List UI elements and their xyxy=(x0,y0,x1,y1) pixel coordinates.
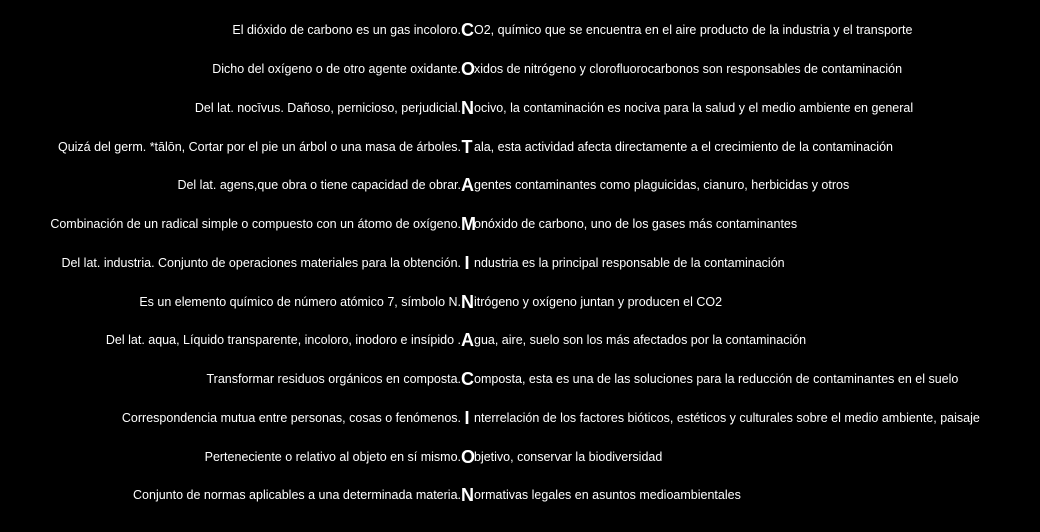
row-clue: Perteneciente o relativo al objeto en sí mismo. xyxy=(204,450,461,464)
row-clue: Dicho del oxígeno o de otro agente oxidante. xyxy=(212,62,461,76)
row-word-rest: gentes contaminantes como plaguicidas, cianuro, herbicidas y otros xyxy=(474,178,850,192)
acrostic-row xyxy=(0,483,1040,507)
acrostic-row xyxy=(0,251,1040,275)
row-key-letter: M xyxy=(461,214,476,234)
row-clue: El dióxido de carbono es un gas incoloro. xyxy=(232,23,461,37)
row-clue: Correspondencia mutua entre personas, cosas o fenómenos. xyxy=(121,411,461,425)
row-word-rest: bjetivo, conservar la biodiversidad xyxy=(474,450,663,464)
row-key-letter: N xyxy=(461,292,474,312)
row-key-letter: O xyxy=(461,59,476,79)
acrostic-row xyxy=(0,96,1040,120)
row-clue: Del lat. industria. Conjunto de operaciones materiales para la obtención. xyxy=(61,256,461,270)
row-key-letter: C xyxy=(461,369,474,389)
row-key-letter: T xyxy=(461,137,473,157)
acrostic-row xyxy=(0,212,1040,236)
row-clue: Combinación de un radical simple o compuesto con un átomo de oxígeno. xyxy=(50,217,461,231)
row-key-letter: I xyxy=(464,408,470,428)
row-word-rest: itrógeno y oxígeno juntan y producen el CO2 xyxy=(474,295,723,309)
acrostic-row xyxy=(0,57,1040,81)
row-clue: Del lat. nocīvus. Dañoso, pernicioso, perjudicial. xyxy=(194,101,461,115)
row-word-rest: onóxido de carbono, uno de los gases más contaminantes xyxy=(474,217,798,231)
row-key-letter: A xyxy=(461,330,474,350)
acrostic-row xyxy=(0,18,1040,42)
row-key-letter: A xyxy=(461,175,474,195)
acrostic-row xyxy=(0,445,1040,469)
row-clue: Del lat. agens,que obra o tiene capacidad de obrar. xyxy=(177,178,461,192)
row-word-rest: ala, esta actividad afecta directamente a el crecimiento de la contaminación xyxy=(474,140,893,154)
row-word-rest: ormativas legales en asuntos medioambientales xyxy=(474,488,741,502)
row-clue: Del lat. aqua, Líquido transparente, incoloro, inodoro e insípido . xyxy=(105,333,461,347)
row-key-letter: C xyxy=(461,20,474,40)
row-clue: Quizá del germ. *tālōn, Cortar por el pie un árbol o una masa de árboles. xyxy=(57,140,461,154)
row-word-rest: ocivo, la contaminación es nociva para la salud y el medio ambiente en general xyxy=(474,101,914,115)
acrostic-row xyxy=(0,406,1040,430)
acrostic-row xyxy=(0,173,1040,197)
row-clue: Transformar residuos orgánicos en composta. xyxy=(206,372,461,386)
row-key-letter: O xyxy=(461,447,476,467)
acrostic-row xyxy=(0,328,1040,352)
acrostic-row xyxy=(0,367,1040,391)
row-key-letter: N xyxy=(461,485,474,505)
row-word-rest: xidos de nitrógeno y clorofluorocarbonos son responsables de contaminación xyxy=(474,62,903,76)
row-key-letter: N xyxy=(461,98,474,118)
row-clue: Es un elemento químico de número atómico 7, símbolo N. xyxy=(139,295,461,309)
row-clue: Conjunto de normas aplicables a una determinada materia. xyxy=(133,488,461,502)
acrostic-row xyxy=(0,135,1040,159)
row-word-rest: nterrelación de los factores bióticos, estéticos y culturales sobre el medio ambiente, paisaje xyxy=(474,411,980,425)
row-word-rest: gua, aire, suelo son los más afectados por la contaminación xyxy=(474,333,807,347)
acrostic-row xyxy=(0,290,1040,314)
row-key-letter: I xyxy=(464,253,470,273)
row-word-rest: omposta, esta es una de las soluciones para la reducción de contaminantes en el suelo xyxy=(474,372,959,386)
row-word-rest: O2, químico que se encuentra en el aire producto de la industria y el transporte xyxy=(474,23,913,37)
row-word-rest: ndustria es la principal responsable de la contaminación xyxy=(474,256,785,270)
